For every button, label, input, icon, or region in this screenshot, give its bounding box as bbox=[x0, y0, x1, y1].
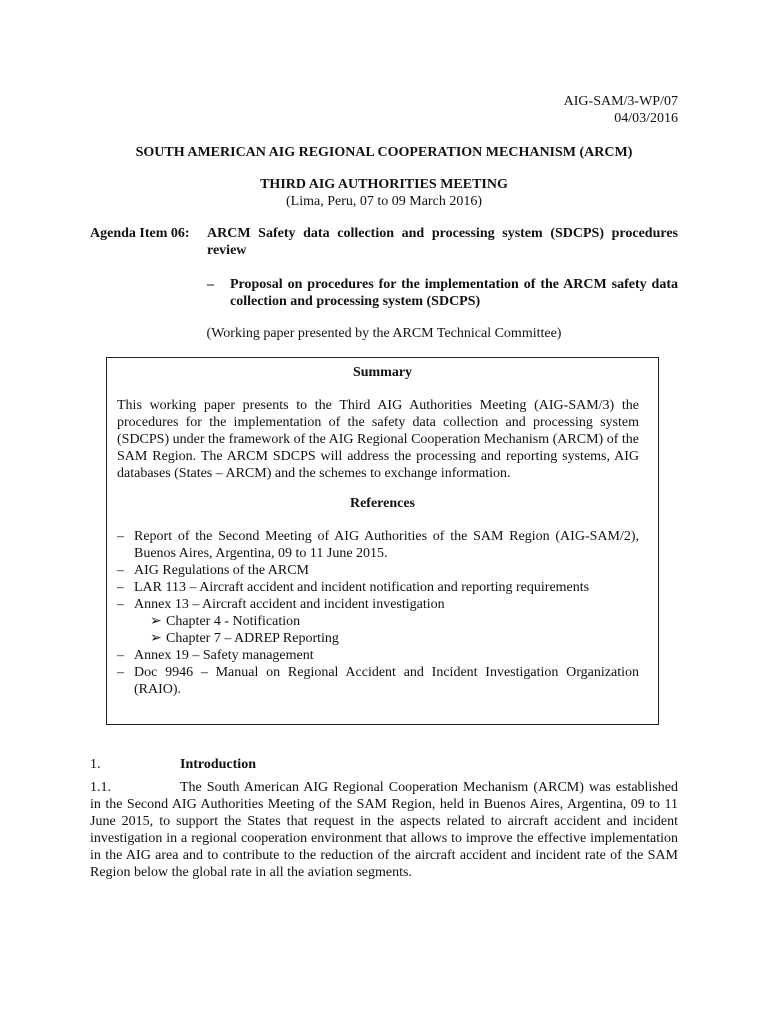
reference-subitem bbox=[134, 630, 639, 647]
document-date: 04/03/2016 bbox=[614, 111, 678, 126]
bullet-dash: – bbox=[117, 597, 124, 612]
bullet-dash: – bbox=[117, 665, 124, 680]
reference-text: Doc 9946 – Manual on Regional Accident and Incident Investigation Organization (RAIO). bbox=[134, 665, 639, 697]
proposal-dash: – bbox=[207, 277, 214, 292]
meeting-title: THIRD AIG AUTHORITIES MEETING bbox=[260, 177, 508, 192]
references-list bbox=[117, 528, 639, 698]
reference-item bbox=[117, 647, 639, 664]
reference-text: LAR 113 – Aircraft accident and incident notification and reporting requirements bbox=[134, 580, 590, 595]
references-heading: References bbox=[349, 496, 416, 511]
reference-item bbox=[117, 664, 639, 698]
arrow-bullet-icon: ➢ bbox=[150, 614, 162, 629]
organization-title: SOUTH AMERICAN AIG REGIONAL COOPERATION MECHANISM (ARCM) bbox=[135, 145, 633, 160]
reference-item bbox=[117, 562, 639, 579]
bullet-dash: – bbox=[117, 648, 124, 663]
bullet-dash: – bbox=[117, 563, 124, 578]
reference-text: AIG Regulations of the ARCM bbox=[134, 563, 309, 578]
agenda-item-label: Agenda Item 06: bbox=[90, 226, 190, 241]
reference-subitem bbox=[134, 613, 639, 630]
reference-item bbox=[117, 579, 639, 596]
reference-item bbox=[117, 596, 639, 647]
reference-item bbox=[117, 528, 639, 562]
summary-text: This working paper presents to the Third AIG Authorities Meeting (AIG-SAM/3) the procedures for the implementation of the safety data collection and processing system (SDCPS) under the framework of the AIG Regional Cooperation Mechanism (ARCM) of the SAM Region. The ARCM SDCPS will address the processing and reporting systems, AIG databases (States – ARCM) and the schemes to exchange information. bbox=[117, 398, 639, 481]
reference-text: Report of the Second Meeting of AIG Authorities of the SAM Region (AIG-SAM/2), Buenos Aires, Argentina, 09 to 11 June 2015. bbox=[134, 529, 639, 561]
paragraph-number: 1.1. bbox=[90, 780, 111, 795]
arrow-bullet-icon: ➢ bbox=[150, 631, 162, 646]
section-title: Introduction bbox=[180, 757, 256, 772]
presented-by: (Working paper presented by the ARCM Technical Committee) bbox=[206, 326, 562, 341]
agenda-item-title: ARCM Safety data collection and processing system (SDCPS) procedures review bbox=[207, 226, 678, 258]
proposal bbox=[207, 276, 678, 310]
meeting-location: (Lima, Peru, 07 to 09 March 2016) bbox=[286, 194, 482, 209]
summary-box bbox=[106, 357, 659, 725]
paragraph-text: The South American AIG Regional Cooperation Mechanism (ARCM) was established in the Second AIG Authorities Meeting of the SAM Region, held in Buenos Aires, Argentina, 09 to 11 June 2015, to support the States that request in the aspects related to aircraft accident and incident investigation in a regional cooperation environment that allows to improve the effective implementation in the AIG area and to contribute to the reduction of the aircraft accident and incident rate of the SAM Region below the global rate in all the aviation segments. bbox=[90, 780, 678, 880]
reference-subitem-text: Chapter 7 – ADREP Reporting bbox=[166, 631, 339, 646]
reference-subitem-text: Chapter 4 - Notification bbox=[166, 614, 301, 629]
reference-text: Annex 13 – Aircraft accident and incident investigation bbox=[134, 597, 445, 612]
proposal-text: Proposal on procedures for the implementation of the ARCM safety data collection and processing system (SDCPS) bbox=[230, 277, 678, 309]
summary-heading: Summary bbox=[352, 365, 413, 380]
section-number: 1. bbox=[90, 757, 101, 772]
bullet-dash: – bbox=[117, 529, 124, 544]
reference-text: Annex 19 – Safety management bbox=[134, 648, 314, 663]
bullet-dash: – bbox=[117, 580, 124, 595]
paragraph bbox=[90, 779, 678, 881]
document-code: AIG-SAM/3-WP/07 bbox=[563, 94, 678, 109]
